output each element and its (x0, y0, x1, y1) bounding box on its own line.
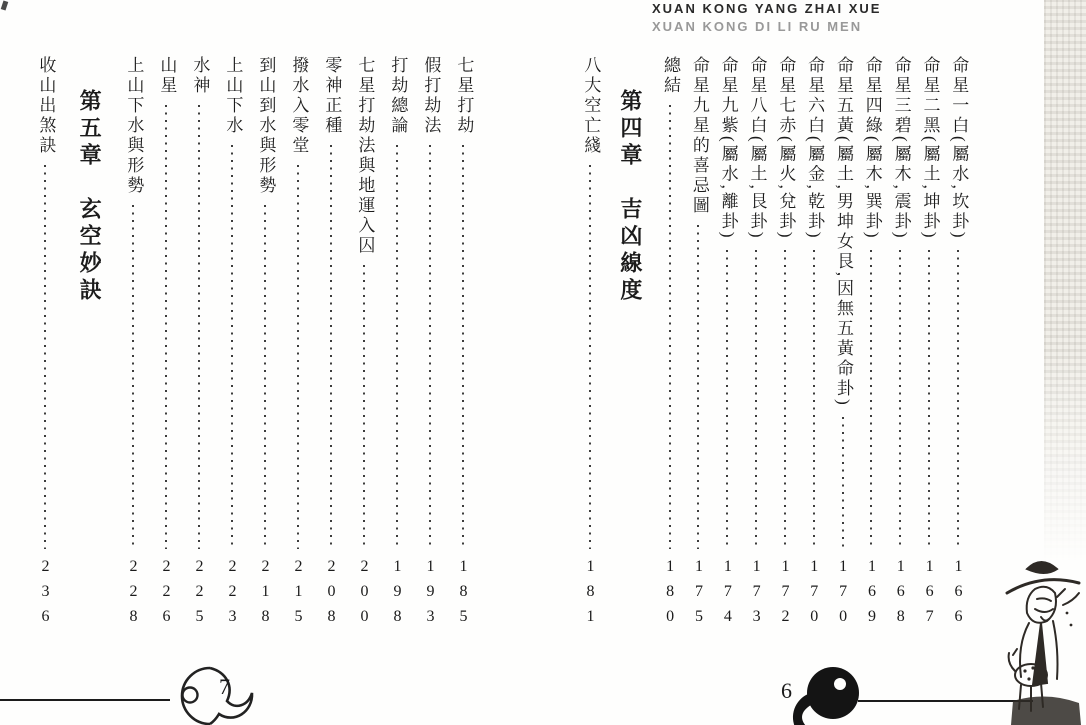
toc-entry-page: 185 (455, 558, 472, 633)
toc-entry-page: 167 (921, 558, 939, 633)
toc-entry-title: 命星九星的喜忌圖 (689, 56, 709, 216)
toc-entry-page: 168 (892, 558, 910, 633)
toc-entry-page: 169 (863, 558, 881, 633)
chapter-heading-title: 第四章 吉凶線度 (617, 89, 643, 305)
dotted-leader (888, 250, 912, 549)
toc-entry (154, 56, 178, 644)
toc-entry-title: 命星六白(屬金,乾卦) (805, 56, 825, 241)
toc-entry (658, 56, 682, 644)
toc-entry (578, 56, 602, 644)
toc-entry (451, 56, 475, 644)
toc-left (33, 56, 475, 644)
folio-number-right: 6 (781, 678, 792, 703)
yinyang-solid-icon (797, 665, 865, 725)
toc-entry (418, 56, 442, 644)
dotted-leader (253, 205, 277, 549)
toc-entry-page: 166 (949, 558, 967, 633)
toc-entry-title: 命星三碧(屬木,震卦) (891, 56, 911, 241)
dotted-leader (744, 250, 768, 549)
toc-entry-title: 七星打劫 (454, 56, 474, 136)
toc-entry-page: 228 (125, 558, 142, 633)
toc-entry-title: 八大空亡綫 (581, 56, 601, 156)
toc-entry-title: 命星四綠(屬木,巽卦) (862, 56, 882, 241)
dotted-leader (658, 105, 682, 549)
dotted-leader (715, 250, 739, 549)
toc-entry-title: 上山下水 (223, 56, 243, 136)
toc-entry-page: 226 (158, 558, 175, 633)
toc-entry-title: 山星 (157, 56, 177, 96)
toc-entry-title: 打劫總論 (388, 56, 408, 136)
toc-entry (352, 56, 376, 644)
toc-entry (319, 56, 343, 644)
toc-entry-page: 225 (191, 558, 208, 633)
dotted-leader (831, 417, 855, 549)
toc-entry-page: 223 (224, 558, 241, 633)
toc-entry (33, 56, 57, 644)
toc-entry (715, 56, 739, 644)
dotted-leader (578, 165, 602, 549)
dotted-leader (352, 265, 376, 549)
toc-entry-page: 236 (37, 558, 54, 633)
toc-entry (773, 56, 797, 644)
toc-entry (888, 56, 912, 644)
toc-entry-title: 命星九紫(屬水,離卦) (718, 56, 738, 241)
dotted-leader (385, 145, 409, 549)
sage-with-deer-illustration (1001, 553, 1086, 725)
dotted-leader (187, 105, 211, 549)
dotted-leader (154, 105, 178, 549)
chapter-heading-title: 第五章 玄空妙訣 (77, 89, 103, 305)
toc-entry (917, 56, 941, 644)
toc-entry-page: 173 (748, 558, 766, 633)
toc-entry-page: 170 (805, 558, 823, 633)
toc-entry-title: 命星八白(屬土,艮卦) (747, 56, 767, 241)
running-header-fragment: XUAN KONG YANG ZHAI XUEXUAN KONG DI LI RU MEN (652, 1, 882, 34)
toc-entry-title: 命星七赤(屬火,兌卦) (776, 56, 796, 241)
toc-entry (859, 56, 883, 644)
dotted-leader (121, 205, 145, 549)
dotted-leader (946, 250, 970, 549)
toc-right (578, 56, 970, 644)
toc-entry (802, 56, 826, 644)
toc-entry (946, 56, 970, 644)
toc-entry-title: 命星五黃(屬土,男坤女艮,因無五黃命卦) (833, 56, 853, 408)
dotted-leader (418, 145, 442, 549)
toc-entry-title: 命星一白(屬水,坎卦) (949, 56, 969, 241)
dotted-leader (319, 145, 343, 549)
dotted-leader (33, 165, 57, 549)
folio-number-left: 7 (219, 674, 230, 699)
toc-entry-title: 到山到水與形勢 (256, 56, 276, 196)
scan-speck (1, 0, 9, 10)
toc-entry-title: 水神 (190, 56, 210, 96)
dotted-leader (859, 250, 883, 549)
chapter-heading (615, 56, 645, 677)
toc-entry (686, 56, 710, 644)
toc-entry-title: 收山出煞訣 (36, 56, 56, 156)
toc-entry-page: 172 (776, 558, 794, 633)
toc-entry-page: 200 (356, 558, 373, 633)
dotted-leader (802, 250, 826, 549)
toc-entry (286, 56, 310, 644)
toc-entry-page: 193 (422, 558, 439, 633)
toc-entry-page: 170 (834, 558, 852, 633)
toc-entry-title: 撥水入零堂 (289, 56, 309, 156)
toc-entry-page: 174 (719, 558, 737, 633)
chapter-heading (74, 56, 104, 677)
toc-entry-page: 208 (323, 558, 340, 633)
toc-entry (121, 56, 145, 644)
toc-entry-page: 180 (661, 558, 679, 633)
toc-entry-page: 175 (690, 558, 708, 633)
toc-entry-page: 218 (257, 558, 274, 633)
toc-entry-title: 上山下水與形勢 (124, 56, 144, 196)
toc-entry (744, 56, 768, 644)
page-edge-texture (1044, 0, 1086, 562)
toc-entry-title: 命星二黑(屬土,坤卦) (920, 56, 940, 241)
toc-entry (187, 56, 211, 644)
toc-entry (831, 56, 855, 644)
toc-entry-title: 七星打劫法與地運入囚 (355, 56, 375, 256)
dotted-leader (220, 145, 244, 549)
yinyang-outline-icon (164, 664, 260, 725)
dotted-leader (286, 165, 310, 549)
toc-entry (220, 56, 244, 644)
toc-entry (385, 56, 409, 644)
dotted-leader (917, 250, 941, 549)
dotted-leader (686, 225, 710, 549)
toc-entry-title: 總結 (661, 56, 680, 96)
toc-entry (253, 56, 277, 644)
footer-rule-left (0, 699, 170, 701)
dotted-leader (773, 250, 797, 549)
toc-entry-title: 假打劫法 (421, 56, 441, 136)
toc-entry-page: 215 (290, 558, 307, 633)
page-right (543, 0, 1086, 725)
toc-entry-page: 198 (389, 558, 406, 633)
toc-entry-title: 零神正種 (322, 56, 342, 136)
toc-entry-page: 181 (582, 558, 599, 633)
dotted-leader (451, 145, 475, 549)
